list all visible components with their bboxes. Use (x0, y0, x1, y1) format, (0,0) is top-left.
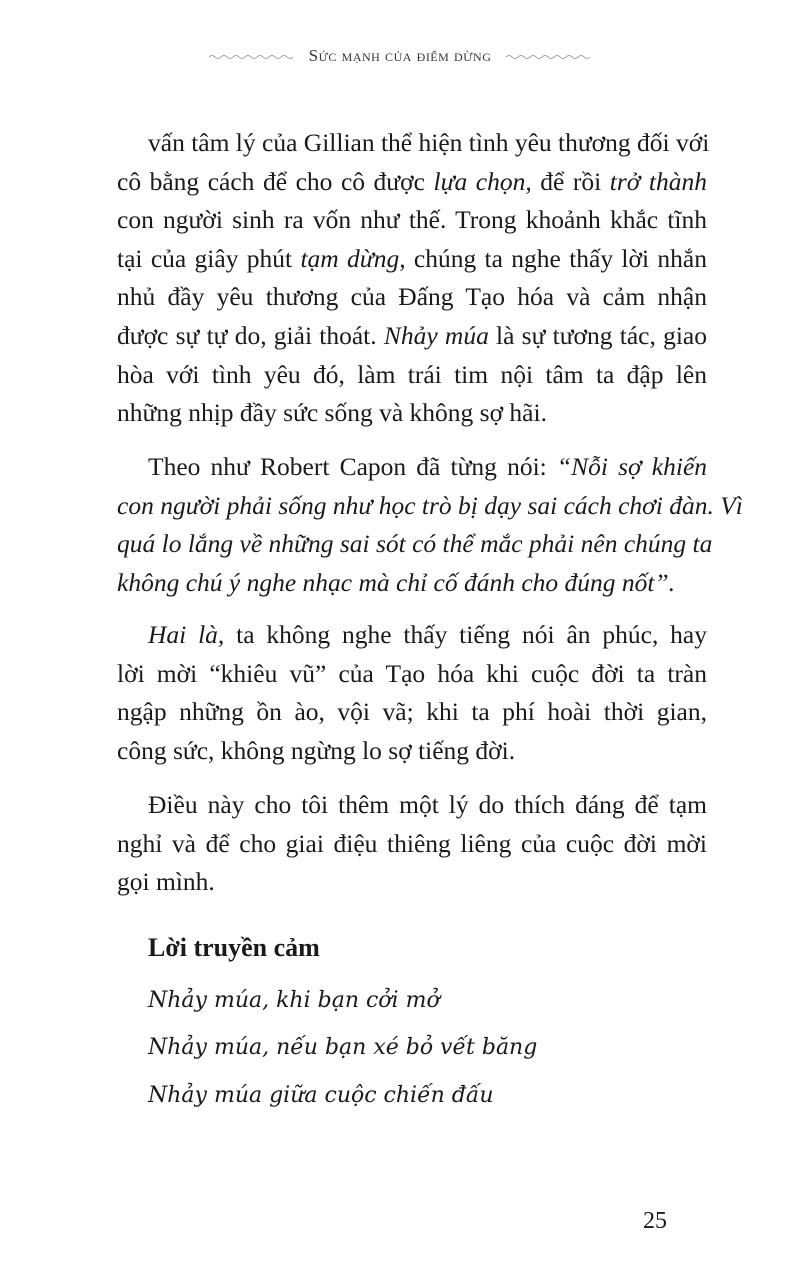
text-line (117, 394, 707, 433)
italic-text: quá lo lắng về những sai sót có thể mắc phải nên chúng ta (117, 529, 713, 559)
poem-line: Nhảy múa, nếu bạn xé bỏ vết băng (148, 1035, 538, 1060)
text-line (117, 693, 707, 732)
text-segment: con người sinh ra vốn như thế. Trong khoảnh khắc tĩnh (117, 205, 707, 235)
text-line (117, 732, 707, 771)
italic-text: lựa chọn, (433, 166, 532, 196)
body-paragraph-4 (117, 786, 707, 902)
italic-text: con người phải sống như học trò bị dạy sai cách chơi đàn. Vì (117, 490, 743, 520)
italic-text: trở thành (609, 166, 707, 196)
italic-text: Hai là, (148, 620, 225, 649)
section-heading: Lời truyền cảm (148, 933, 320, 962)
text-segment: vấn tâm lý của Gillian thể hiện tình yêu thương đối với (148, 128, 710, 157)
wave-ornament-left (209, 54, 294, 60)
text-line (117, 240, 707, 279)
text-line (117, 356, 707, 395)
text-segment: ta không nghe thấy tiếng nói ân phúc, hay (224, 620, 707, 649)
text-segment: Điều này cho tôi thêm một lý do thích đáng để tạm (148, 790, 707, 819)
text-line (117, 163, 707, 202)
italic-text: Nhảy múa (383, 320, 489, 350)
text-segment: cô bằng cách để cho cô được (117, 166, 434, 196)
text-segment: hòa với tình yêu đó, làm trái tim nội tâm ta đập lên (117, 359, 707, 389)
italic-text: “Nỗi sợ khiến (556, 452, 708, 481)
page-number: 25 (643, 1208, 667, 1234)
text-segment: chúng ta nghe thấy lời nhắn (405, 243, 707, 273)
text-segment: những nhịp đầy sức sống và không sợ hãi. (117, 398, 547, 428)
poem-line: Nhảy múa giữa cuộc chiến đấu (148, 1083, 494, 1108)
text-segment: được sự tự do, giải thoát. (117, 320, 384, 350)
text-segment: công sức, không ngừng lo sợ tiếng đời. (117, 735, 516, 765)
text-line (117, 448, 707, 487)
text-line (117, 317, 707, 356)
text-segment: để rồi (531, 166, 610, 196)
italic-text: không chú ý nghe nhạc mà chỉ cố đánh cho đúng nốt”. (117, 567, 676, 597)
text-line (117, 201, 707, 240)
text-line (117, 278, 707, 317)
text-segment: ngập những ồn ào, vội vã; khi ta phí hoài thời gian, (117, 697, 707, 727)
text-line (117, 825, 707, 864)
text-line (117, 124, 710, 163)
text-line (117, 786, 707, 825)
body-paragraph-1 (117, 124, 710, 433)
text-segment: là sự tương tác, giao (488, 320, 707, 350)
text-segment: nghỉ và để cho giai điệu thiêng liêng của cuộc đời mời (117, 828, 707, 858)
body-paragraph-3 (117, 616, 707, 770)
text-line (117, 616, 707, 655)
text-segment: tại của giây phút (117, 243, 301, 273)
text-line (117, 487, 743, 526)
running-header (0, 46, 800, 66)
text-segment: nhủ đầy yêu thương của Đấng Tạo hóa và cảm nhận (117, 282, 707, 312)
poem-line: Nhảy múa, khi bạn cởi mở (148, 988, 440, 1013)
text-segment: lời mời “khiêu vũ” của Tạo hóa khi cuộc đời ta tràn (117, 658, 707, 688)
text-line (117, 525, 713, 564)
text-segment: Theo như Robert Capon đã từng nói: (148, 452, 557, 481)
running-title: Sức mạnh của điểm dừng (308, 46, 492, 65)
text-line (117, 863, 707, 902)
text-line (117, 564, 707, 603)
body-paragraph-2 (117, 448, 743, 602)
text-segment: gọi mình. (117, 867, 215, 897)
text-line (117, 655, 707, 694)
wave-ornament-right (506, 54, 591, 60)
italic-text: tạm dừng, (300, 243, 406, 273)
